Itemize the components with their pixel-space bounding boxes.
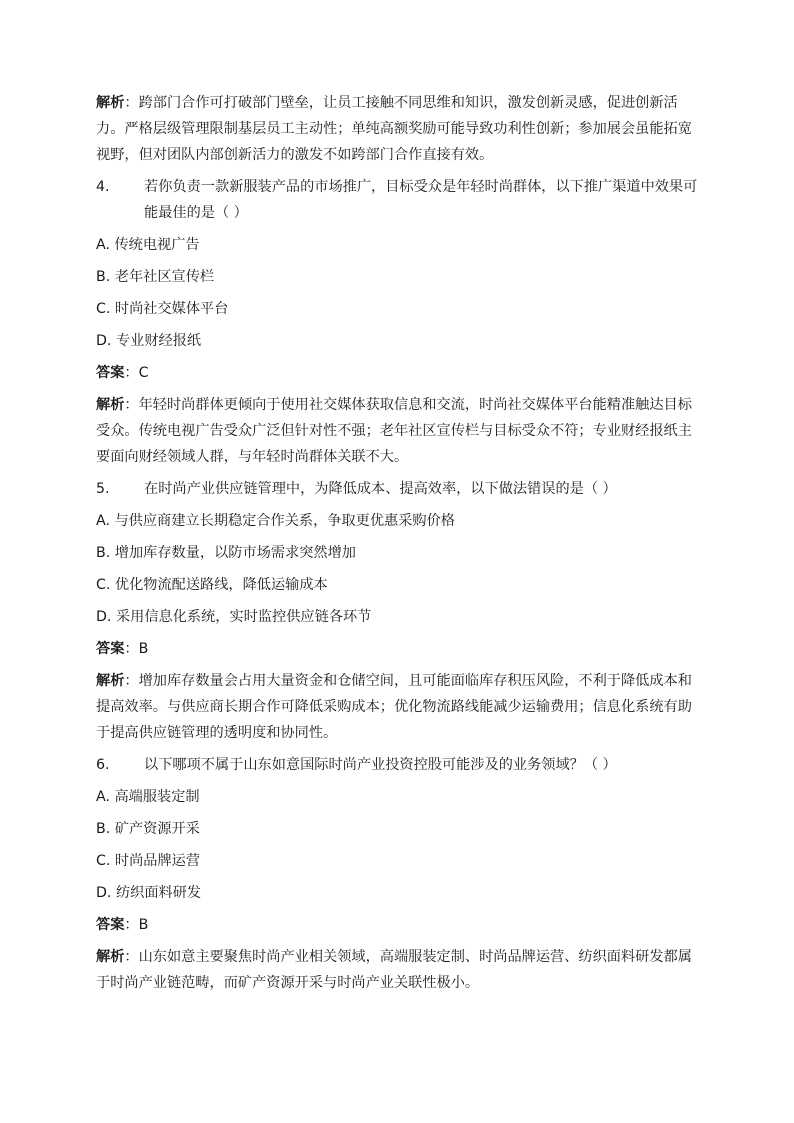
explanation-text: 山东如意主要聚焦时尚产业相关领域，高端服装定制、时尚品牌运营、纺织面料研发都属于时尚产业链范畴，而矿产资源开采与时尚产业关联性极小。	[96, 949, 692, 991]
option-c: C. 时尚社交媒体平台	[96, 301, 229, 317]
explanation-q3: 解析：跨部门合作可打破部门壁垒，让员工接触不同思维和知识，激发创新灵感，促进创新活力。严格层级管理限制基层员工主动性；单纯高额奖励可能导致功利性创新；参加展会虽能拓宽视野，但对团队内部创新活力的激发不如跨部门合作直接有效。	[96, 95, 692, 163]
answer-label: 答案	[96, 641, 125, 657]
answer-q4: 答案：C	[96, 365, 149, 381]
option-a: A. 高端服装定制	[96, 789, 200, 805]
explanation-text: 跨部门合作可打破部门壁垒，让员工接触不同思维和知识，激发创新灵感，促进创新活力。严格层级管理限制基层员工主动性；单纯高额奖励可能导致功利性创新；参加展会虽能拓宽视野，但对团队内部创新活力的激发不如跨部门合作直接有效。	[96, 95, 692, 163]
question-number: 5.	[96, 481, 110, 497]
answer-value: B	[138, 641, 149, 657]
option-c: C. 时尚品牌运营	[96, 853, 201, 869]
explanation-label: 解析	[96, 673, 125, 689]
answer-q5: 答案：B	[96, 641, 149, 657]
answer-q6: 答案：B	[96, 917, 149, 933]
option-b: B. 老年社区宣传栏	[96, 269, 215, 285]
answer-value: B	[138, 917, 149, 933]
explanation-q4: 解析：年轻时尚群体更倾向于使用社交媒体获取信息和交流，时尚社交媒体平台能精准触达目标受众。传统电视广告受众广泛但针对性不强；老年社区宣传栏与目标受众不符；专业财经报纸主要面向财经领域人群，与年轻时尚群体关联不大。	[96, 397, 692, 465]
question-6	[96, 752, 702, 778]
explanation-label: 解析	[96, 397, 125, 413]
explanation-q5: 解析：增加库存数量会占用大量资金和仓储空间，且可能面临库存积压风险，不利于降低成本和提高效率。与供应商长期合作可降低采购成本；优化物流路线能减少运输费用；信息化系统有助于提高供应链管理的透明度和协同性。	[96, 673, 692, 741]
option-a: A. 传统电视广告	[96, 237, 200, 253]
question-text: 若你负责一款新服装产品的市场推广，目标受众是年轻时尚群体，以下推广渠道中效果可能最佳的是（ ）	[144, 179, 698, 221]
answer-value: C	[138, 365, 149, 381]
question-number: 6.	[96, 757, 110, 773]
option-c: C. 优化物流配送路线，降低运输成本	[96, 577, 328, 593]
option-d: D. 专业财经报纸	[96, 333, 202, 349]
question-text: 以下哪项不属于山东如意国际时尚产业投资控股可能涉及的业务领域？（ ）	[144, 757, 617, 773]
question-text: 在时尚产业供应链管理中，为降低成本、提高效率，以下做法错误的是（ ）	[144, 481, 617, 497]
question-number: 4.	[96, 179, 110, 195]
explanation-text: 年轻时尚群体更倾向于使用社交媒体获取信息和交流，时尚社交媒体平台能精准触达目标受众。传统电视广告受众广泛但针对性不强；老年社区宣传栏与目标受众不符；专业财经报纸主要面向财经领域人群，与年轻时尚群体关联不大。	[96, 397, 692, 465]
option-b: B. 矿产资源开采	[96, 821, 200, 837]
option-b: B. 增加库存数量，以防市场需求突然增加	[96, 545, 356, 561]
explanation-q6: 解析：山东如意主要聚焦时尚产业相关领域，高端服装定制、时尚品牌运营、纺织面料研发都属于时尚产业链范畴，而矿产资源开采与时尚产业关联性极小。	[96, 949, 692, 991]
question-5	[96, 476, 702, 502]
explanation-label: 解析	[96, 949, 125, 965]
option-a: A. 与供应商建立长期稳定合作关系，争取更优惠采购价格	[96, 513, 455, 529]
explanation-text: 增加库存数量会占用大量资金和仓储空间，且可能面临库存积压风险，不利于降低成本和提高效率。与供应商长期合作可降低采购成本；优化物流路线能减少运输费用；信息化系统有助于提高供应链管理的透明度和协同性。	[96, 673, 692, 741]
explanation-label: 解析	[96, 95, 125, 111]
answer-label: 答案	[96, 917, 125, 933]
option-d: D. 采用信息化系统，实时监控供应链各环节	[96, 609, 372, 625]
option-d: D. 纺织面料研发	[96, 885, 202, 901]
document-page	[96, 90, 702, 1002]
answer-label: 答案	[96, 365, 125, 381]
question-4	[96, 174, 702, 226]
